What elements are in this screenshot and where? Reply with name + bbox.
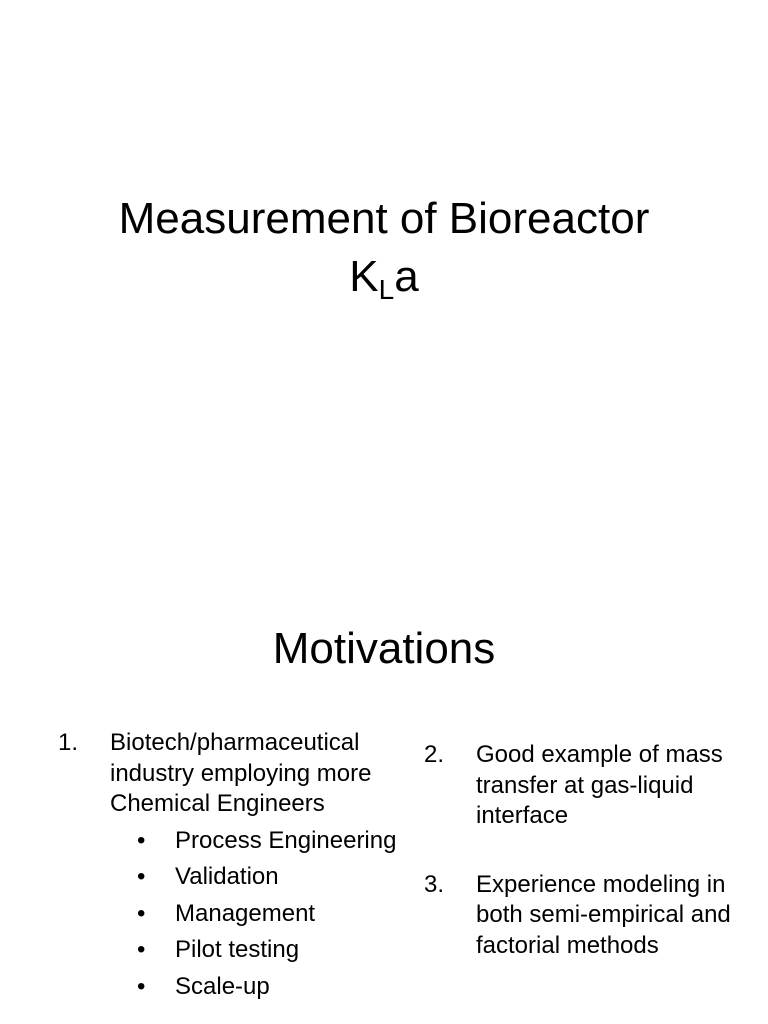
bullet-item [58, 862, 398, 893]
slide-title-heading [0, 190, 768, 319]
title-subscript-l: L [378, 274, 395, 305]
bullet-item [58, 826, 398, 857]
numbered-item-2 [424, 740, 744, 832]
bullet-dot: • [137, 972, 146, 1000]
bullet-text: Scale-up [175, 972, 270, 1000]
item-text: Experience modeling in both semi-empirical and factorial methods [476, 870, 731, 959]
slide-motivations [0, 576, 768, 1024]
numbered-item-3 [424, 870, 744, 962]
numbered-item-1 [58, 728, 398, 820]
bullet-text: Management [175, 899, 316, 927]
item-number: 1. [58, 729, 79, 756]
item-text: Good example of mass transfer at gas-liquid interface [476, 741, 723, 829]
bullet-dot: • [137, 863, 146, 890]
item-number: 3. [424, 870, 445, 898]
bullet-item [58, 935, 398, 966]
left-column [58, 728, 398, 1008]
bullet-item [58, 972, 398, 1003]
title-k: K [349, 252, 379, 301]
right-column [424, 740, 744, 999]
bullet-dot: • [137, 826, 146, 854]
item-text: Biotech/pharmaceutical industry employing more Chemical Engineers [110, 729, 372, 817]
bullet-dot: • [137, 936, 146, 963]
bullet-text: Process Engineering [175, 826, 397, 854]
item-number: 2. [424, 741, 445, 768]
bullet-item [58, 899, 398, 930]
motivations-title: Motivations [272, 624, 496, 673]
bullet-text: Validation [175, 863, 279, 890]
bullet-dot: • [137, 899, 146, 927]
title-a: a [394, 252, 419, 301]
title-line-1: Measurement of Bioreactor [118, 194, 650, 243]
bullet-list [58, 826, 398, 1003]
bullet-text: Pilot testing [175, 936, 300, 963]
